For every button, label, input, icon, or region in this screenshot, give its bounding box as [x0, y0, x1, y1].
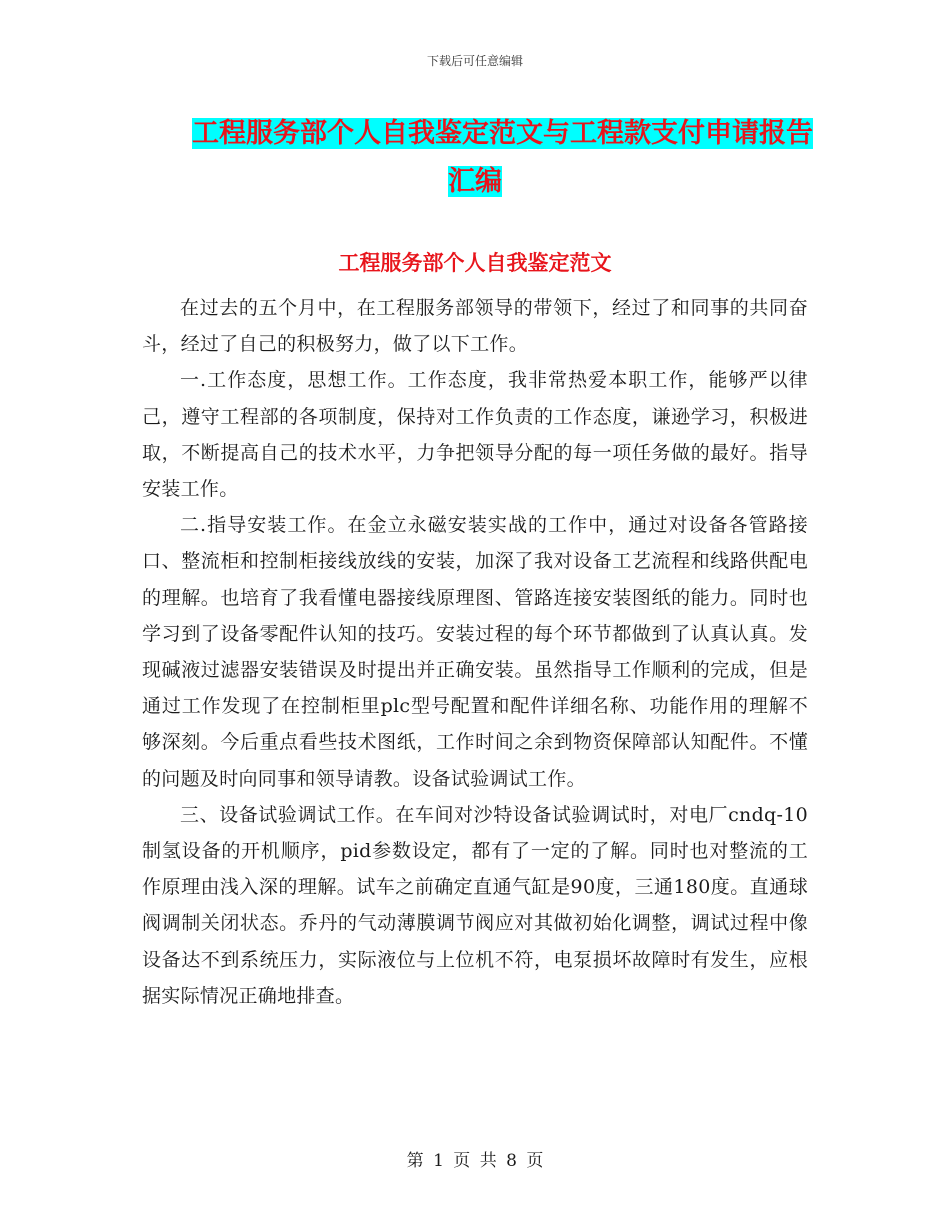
document-title — [192, 110, 812, 206]
document-title-line2: 汇编 — [448, 166, 502, 197]
page-number-footer: 第 1 页 共 8 页 — [406, 1151, 544, 1171]
body-text — [142, 290, 808, 1014]
page-header-note: 下载后可任意编辑 — [426, 54, 523, 68]
paragraph-testing: 三、设备试验调试工作。在车间对沙特设备试验调试时，对电厂cndq-10制氢设备的开机顺序，pid参数设定，都有了一定的了解。同时也对整流的工作原理由浅入深的理解。试车之前确定直通气缸是90度，三通180度。直通球阀调制关闭状态。乔丹的气动薄膜调节阀应对其做初始化调整，调试过程中像设备达不到系统压力，实际液位与上位机不符，电泵损坏故障时有发生，应根据实际情况正确地排查。 — [142, 803, 808, 1007]
section-heading: 工程服务部个人自我鉴定范文 — [338, 250, 612, 275]
document-title-line1: 工程服务部个人自我鉴定范文与工程款支付申请报告 — [192, 118, 813, 149]
paragraph-installation: 二.指导安装工作。在金立永磁安装实战的工作中，通过对设备各管路接口、整流柜和控制柜接线放线的安装，加深了我对设备工艺流程和线路供配电的理解。也培育了我看懂电器接线原理图、管路连接安装图纸的能力。同时也学习到了设备零配件认知的技巧。安装过程的每个环节都做到了认真认真。发现碱液过滤器安装错误及时提出并正确安装。虽然指导工作顺利的完成，但是通过工作发现了在控制柜里plc型号配置和配件详细名称、功能作用的理解不够深刻。今后重点看些技术图纸，工作时间之余到物资保障部认知配件。不懂的问题及时向同事和领导请教。设备试验调试工作。 — [142, 514, 808, 790]
paragraph-work-attitude: 一.工作态度，思想工作。工作态度，我非常热爱本职工作，能够严以律己，遵守工程部的各项制度，保持对工作负责的工作态度，谦逊学习，积极进取，不断提高自己的技术水平，力争把领导分配的每一项任务做的最好。指导安装工作。 — [142, 369, 808, 501]
paragraph-intro: 在过去的五个月中，在工程服务部领导的带领下，经过了和同事的共同奋斗，经过了自己的积极努力，做了以下工作。 — [142, 297, 808, 356]
